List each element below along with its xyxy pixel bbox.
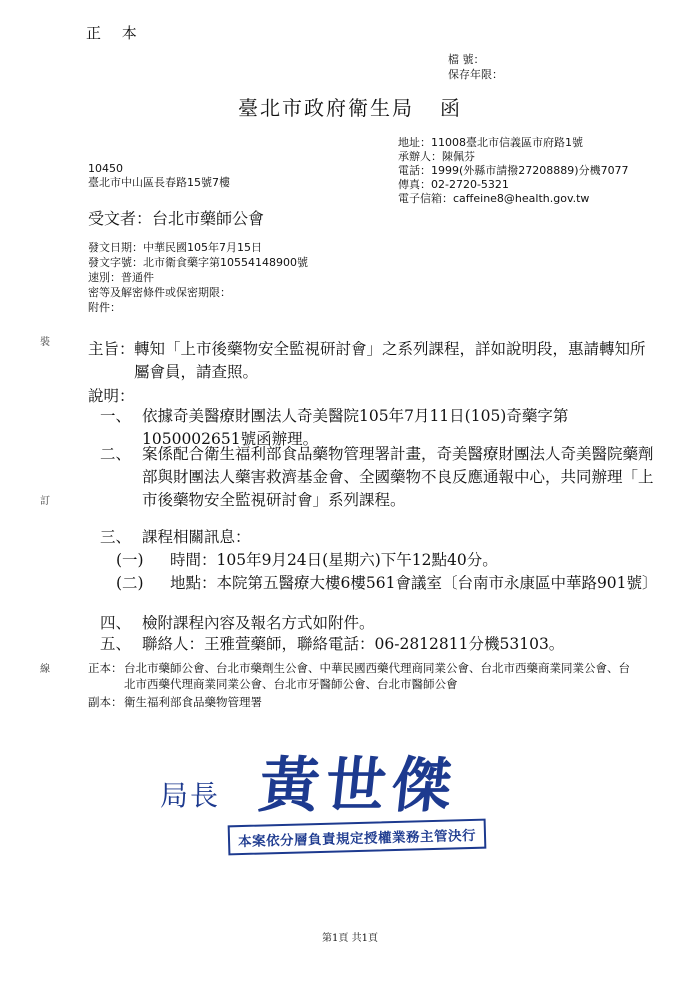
cc-recipients (88, 694, 638, 710)
explanation-label: 說明： (88, 387, 135, 405)
agency-title (0, 92, 700, 121)
sender-contact: 承辦人：陳佩芬 (398, 150, 475, 163)
sender-phone: 電話：1999(外縣市請撥27208889)分機7077 (398, 164, 629, 177)
cc-recipients-label: 副本： (88, 695, 123, 709)
recipient-address (88, 162, 230, 190)
distribution-list (88, 660, 638, 712)
document-number: 發文字號：北市衛食藥字第10554148900號 (88, 256, 308, 269)
explanation-item-4 (100, 612, 655, 635)
issue-date: 發文日期：中華民國105年7月15日 (88, 241, 262, 254)
director-signature (160, 738, 490, 821)
cc-recipients-text: 衛生福利部食品藥物管理署 (124, 695, 262, 709)
binding-mark-xian: 線 (40, 664, 50, 675)
explanation-item-5 (100, 633, 655, 656)
item-number: 一、 (100, 407, 132, 425)
retention-label: 保存年限： (448, 68, 503, 81)
signature-name: 黃世傑 (255, 751, 462, 821)
explanation-item-2 (100, 443, 655, 512)
agency-name: 臺北市政府衛生局 (238, 96, 414, 120)
item-text: 案係配合衛生福利部食品藥物管理署計畫，奇美醫療財團法人奇美醫院藥劑部與財團法人藥害救濟基金會、全國藥物不良反應通報中心，共同辦理「上市後藥物安全監視研討會」系列課程。 (142, 445, 654, 509)
recipient: 受文者：台北市藥師公會 (88, 209, 265, 228)
recipient-postcode: 10450 (88, 162, 123, 175)
main-recipients-text: 台北市藥師公會、台北市藥劑生公會、中華民國西藥代理商同業公會、台北市西藥商業同業公會、台北市西藥代理商業同業公會、台北市牙醫師公會、台北市醫師公會 (124, 661, 630, 691)
item-text: 時間：105年9月24日(星期六)下午12點40分。 (170, 551, 498, 569)
item-text: 課程相關訊息： (142, 528, 251, 546)
binding-mark-ding: 訂 (40, 496, 50, 507)
binding-mark-zhuang: 裝 (40, 337, 50, 348)
file-meta (448, 52, 503, 82)
security-level: 密等及解密條件或保密期限： (88, 286, 231, 299)
item-text: 檢附課程內容及報名方式如附件。 (142, 614, 375, 632)
explanation-subitem-location (116, 572, 656, 595)
page-number: 第1頁 共1頁 (322, 933, 378, 944)
item-number: (一) (116, 551, 144, 569)
sender-address: 地址：11008臺北市信義區市府路1號 (398, 136, 583, 149)
sender-fax: 傳真：02-2720-5321 (398, 178, 509, 191)
delivery-speed: 速別：普通件 (88, 271, 154, 284)
file-number-label: 檔 號： (448, 53, 485, 66)
recipient-street: 臺北市中山區長春路15號7樓 (88, 176, 230, 189)
signature-title: 局長 (160, 779, 221, 812)
sender-email: 電子信箱：caffeine8@health.gov.tw (398, 192, 590, 205)
subject-text: 轉知「上市後藥物安全監視研討會」之系列課程，詳如說明段，惠請轉知所屬會員，請查照。 (134, 340, 646, 381)
main-recipients-label: 正本： (88, 661, 123, 675)
copy-mark: 正 本 (86, 24, 145, 42)
item-number: 三、 (100, 528, 132, 546)
delegation-stamp: 本案依分層負責規定授權業務主管決行 (228, 819, 487, 856)
item-number: 五、 (100, 635, 132, 653)
explanation-subitem-time (116, 549, 656, 572)
subject (88, 338, 648, 384)
item-text: 依據奇美醫療財團法人奇美醫院105年7月11日(105)奇藥字第1050002651號函辦理。 (142, 407, 569, 448)
sender-info (398, 136, 629, 206)
attachment-label: 附件： (88, 301, 121, 314)
doc-type: 函 (440, 96, 462, 120)
subject-label: 主旨： (88, 340, 135, 358)
item-number: (二) (116, 574, 144, 592)
item-number: 二、 (100, 445, 132, 463)
item-text: 聯絡人：王雅萱藥師，聯絡電話：06-2812811分機53103。 (142, 635, 565, 653)
item-number: 四、 (100, 614, 132, 632)
document-meta (88, 240, 308, 315)
item-text: 地點：本院第五醫療大樓6樓561會議室〔台南市永康區中華路901號〕 (170, 574, 658, 592)
main-recipients (88, 660, 638, 692)
explanation-item-3 (100, 526, 655, 549)
